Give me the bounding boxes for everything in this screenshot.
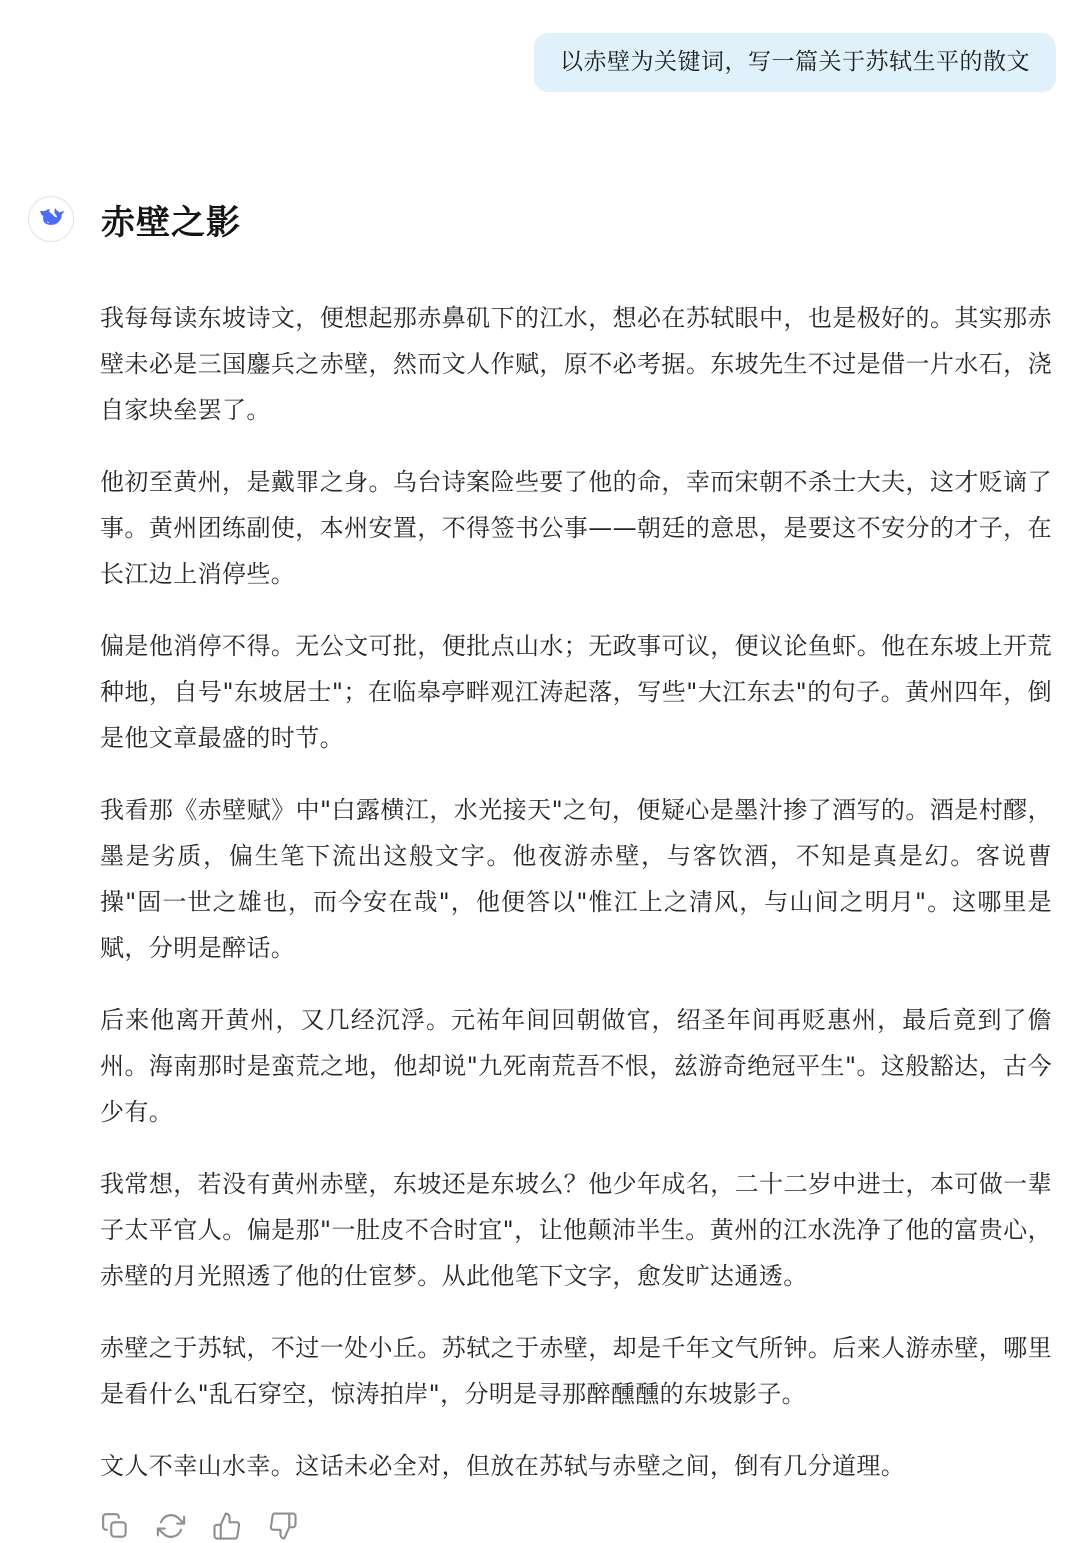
user-message-bubble: 以赤壁为关键词，写一篇关于苏轼生平的散文 [534, 33, 1056, 92]
paragraph-3: 偏是他消停不得。无公文可批，便批点山水；无政事可议，便议论鱼虾。他在东坡上开荒种地，自号"东坡居士"；在临皋亭畔观江涛起落，写些"大江东去"的句子。黄州四年，倒是他文章最盛的时节。 [100, 631, 1052, 752]
paragraph-8: 文人不幸山水幸。这话未必全对，但放在苏轼与赤壁之间，倒有几分道理。 [100, 1451, 906, 1480]
paragraph-1: 我每每读东坡诗文，便想起那赤鼻矶下的江水，想必在苏轼眼中，也是极好的。其实那赤壁未必是三国鏖兵之赤壁，然而文人作赋，原不必考据。东坡先生不过是借一片水石，浇自家块垒罢了。 [100, 303, 1052, 424]
paragraph-2: 他初至黄州，是戴罪之身。乌台诗案险些要了他的命，幸而宋朝不杀士大夫，这才贬谪了事。黄州团练副使，本州安置，不得签书公事——朝廷的意思，是要这不安分的才子，在长江边上消停些。 [100, 467, 1052, 588]
thumbs-up-button[interactable] [210, 1509, 244, 1543]
regenerate-icon [156, 1511, 186, 1541]
paragraph-4: 我看那《赤壁赋》中"白露横江，水光接天"之句，便疑心是墨汁掺了酒写的。酒是村醪，墨是劣质，偏生笔下流出这般文字。他夜游赤壁，与客饮酒，不知是真是幻。客说曹操"固一世之雄也，而今安在哉"，他便答以"惟江上之清风，与山间之明月"。这哪里是赋，分明是醉话。 [100, 795, 1052, 962]
copy-button[interactable] [98, 1509, 132, 1543]
assistant-header [28, 172, 1052, 267]
response-body [100, 295, 1052, 1489]
assistant-avatar [28, 196, 74, 242]
paragraph-7: 赤壁之于苏轼，不过一处小丘。苏轼之于赤壁，却是千年文气所钟。后来人游赤壁，哪里是看什么"乱石穿空，惊涛拍岸"，分明是寻那醉醺醺的东坡影子。 [100, 1333, 1052, 1408]
thumbs-down-icon [268, 1511, 298, 1541]
thumbs-down-button[interactable] [266, 1509, 300, 1543]
user-message-row [0, 0, 1080, 92]
response-title: 赤壁之影 [101, 202, 241, 243]
thumbs-up-icon [212, 1511, 242, 1541]
paragraph-5: 后来他离开黄州，又几经沉浮。元祐年间回朝做官，绍圣年间再贬惠州，最后竟到了儋州。海南那时是蛮荒之地，他却说"九死南荒吾不恨，兹游奇绝冠平生"。这般豁达，古今少有。 [100, 1005, 1052, 1126]
assistant-message [0, 172, 1080, 1543]
paragraph-6: 我常想，若没有黄州赤壁，东坡还是东坡么？他少年成名，二十二岁中进士，本可做一辈子太平官人。偏是那"一肚皮不合时宜"，让他颠沛半生。黄州的江水洗净了他的富贵心，赤壁的月光照透了他的仕宦梦。从此他笔下文字，愈发旷达通透。 [100, 1169, 1052, 1290]
copy-icon [100, 1511, 130, 1541]
regenerate-button[interactable] [154, 1509, 188, 1543]
deepseek-whale-icon [36, 207, 66, 232]
response-action-bar [98, 1509, 1052, 1543]
